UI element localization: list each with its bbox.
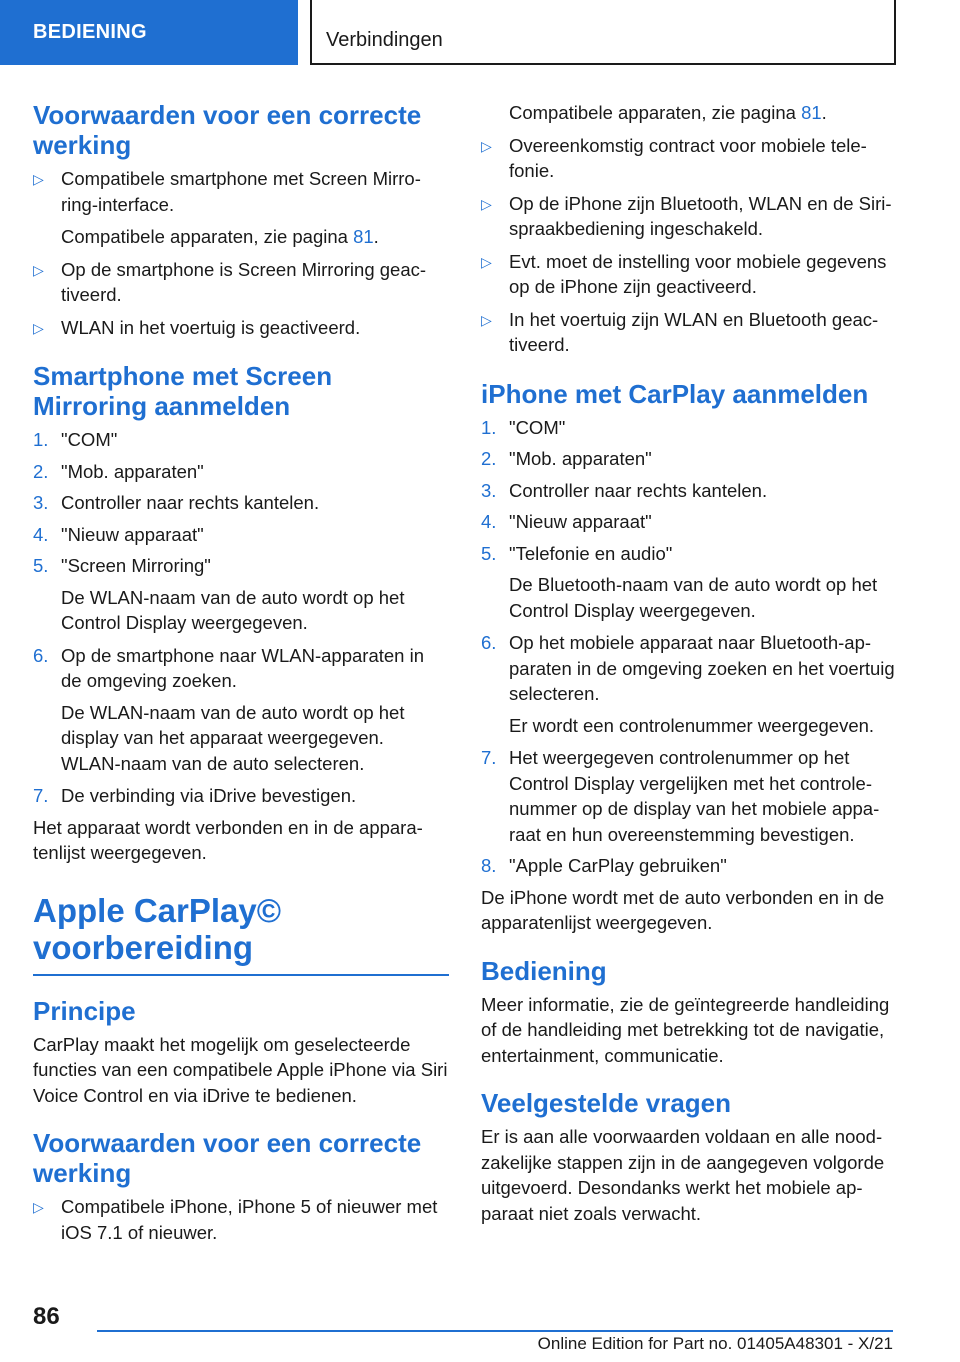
sub-text: Compatibele apparaten, zie pagina bbox=[509, 102, 802, 123]
step-item bbox=[481, 509, 897, 535]
item-text: Evt. moet de instelling voor mobiele gegevens op de iPhone zijn geactiveerd. bbox=[509, 250, 887, 297]
item-text: Op de smartphone is Screen Mirroring geactiveerd. bbox=[61, 258, 427, 305]
left-column bbox=[33, 100, 449, 1252]
section-title: Voorwaarden voor een correcte werking bbox=[33, 100, 422, 160]
step-item bbox=[33, 553, 449, 579]
step-text: Op het mobiele apparaat naar Bluetooth-apparaten in de omgeving zoeken en het voertuig selecteren. bbox=[509, 632, 895, 704]
header-section bbox=[0, 0, 298, 65]
right-column bbox=[481, 100, 897, 1232]
section-title: Voorwaarden voor een correcte werking bbox=[33, 1128, 422, 1188]
step-number: 4. bbox=[481, 511, 497, 532]
bullet-item bbox=[481, 249, 897, 300]
step-number: 5. bbox=[481, 542, 497, 564]
step-text: "COM" bbox=[61, 429, 118, 450]
triangle-bullet-icon: ▷ bbox=[481, 311, 492, 328]
item-text: Overeenkomstig contract voor mobiele telefonie. bbox=[509, 134, 867, 181]
section-title: Smartphone met Screen Mirroring aanmelden bbox=[33, 361, 333, 421]
step-number: 7. bbox=[481, 747, 497, 768]
step-text: Controller naar rechts kantelen. bbox=[61, 492, 320, 513]
step-item bbox=[33, 427, 449, 453]
step-number: 3. bbox=[33, 492, 49, 513]
bullet-item bbox=[33, 1194, 449, 1245]
page-link[interactable]: 81 bbox=[353, 226, 374, 247]
step-item bbox=[481, 745, 897, 847]
step-item bbox=[481, 478, 897, 504]
step-item bbox=[33, 490, 449, 516]
sub-paragraph: Er wordt een controlenummer weergegeven. bbox=[509, 714, 875, 736]
step-text: De verbinding via iDrive bevestigen. bbox=[61, 785, 357, 806]
sub-text-end: . bbox=[373, 226, 379, 247]
triangle-bullet-icon: ▷ bbox=[33, 261, 44, 278]
step-item bbox=[481, 853, 897, 879]
triangle-bullet-icon: ▷ bbox=[481, 195, 492, 212]
step-number: 3. bbox=[481, 479, 497, 501]
step-item bbox=[481, 630, 897, 707]
bullet-item bbox=[33, 166, 449, 217]
step-number: 6. bbox=[481, 632, 497, 653]
item-text: Compatibele smartphone met Screen Mirroring-interface. bbox=[61, 168, 421, 215]
chapter-title: Apple CarPlay© voorbereiding bbox=[33, 892, 449, 976]
footer-text: Online Edition for Part no. 01405A48301 - X/21 bbox=[97, 1330, 893, 1354]
step-text: "Nieuw apparaat" bbox=[61, 523, 204, 545]
step-text: "COM" bbox=[509, 416, 566, 438]
header-chapter bbox=[310, 0, 896, 65]
bullet-item bbox=[481, 191, 897, 242]
item-text: Compatibele iPhone, iPhone 5 of nieuwer met iOS 7.1 of nieuwer. bbox=[61, 1196, 438, 1243]
step-item bbox=[33, 643, 449, 694]
bullet-item bbox=[33, 257, 449, 308]
step-item bbox=[481, 446, 897, 472]
step-text: Het weergegeven controlenummer op het Control Display vergelijken met het controlenummer op de display van het mobiele apparaat en hun overeenstemming bevestigen. bbox=[509, 747, 880, 845]
step-item bbox=[481, 415, 897, 441]
triangle-bullet-icon: ▷ bbox=[33, 319, 44, 336]
sub-text: Compatibele apparaten, zie pagina bbox=[61, 226, 354, 247]
sub-paragraph bbox=[481, 100, 897, 126]
paragraph: Het apparaat wordt verbonden en in de apparatenlijst weergegeven. bbox=[33, 816, 423, 863]
step-text: "Telefonie en audio" bbox=[509, 542, 673, 564]
paragraph: De iPhone wordt met de auto verbonden en in de apparatenlijst weergegeven. bbox=[481, 886, 885, 933]
sub-paragraph: De WLAN-naam van de auto wordt op het display van het apparaat weergegeven. bbox=[61, 701, 405, 748]
triangle-bullet-icon: ▷ bbox=[33, 171, 44, 187]
step-item bbox=[481, 541, 897, 567]
triangle-bullet-icon: ▷ bbox=[481, 137, 492, 154]
item-text: WLAN in het voertuig is geactiveerd. bbox=[61, 316, 361, 338]
step-number: 8. bbox=[481, 855, 497, 876]
triangle-bullet-icon: ▷ bbox=[33, 1199, 44, 1215]
step-number: 1. bbox=[33, 429, 49, 450]
section-title: Principe bbox=[33, 995, 136, 1026]
item-text: In het voertuig zijn WLAN en Bluetooth geactiveerd. bbox=[509, 308, 879, 355]
section-title: Veelgestelde vragen bbox=[481, 1088, 732, 1118]
step-number: 6. bbox=[33, 644, 49, 666]
bullet-item bbox=[33, 315, 449, 341]
sub-text-end: . bbox=[821, 102, 827, 123]
step-text: "Apple CarPlay gebruiken" bbox=[509, 855, 727, 876]
step-number: 5. bbox=[33, 555, 49, 576]
page-link[interactable]: 81 bbox=[801, 102, 822, 123]
step-number: 7. bbox=[33, 785, 49, 806]
paragraph: Meer informatie, zie de geïntegreerde handleiding of de handleiding met betrekking tot de navigatie, entertainment, communicatie. bbox=[481, 993, 890, 1066]
step-number: 1. bbox=[481, 416, 497, 438]
step-number: 2. bbox=[33, 460, 49, 482]
step-text: "Nieuw apparaat" bbox=[509, 511, 652, 532]
step-number: 4. bbox=[33, 523, 49, 545]
bullet-item bbox=[481, 133, 897, 184]
page-number: 86 bbox=[33, 1303, 60, 1330]
step-item bbox=[33, 522, 449, 548]
step-text: "Mob. apparaten" bbox=[61, 460, 204, 482]
item-text: Op de iPhone zijn Bluetooth, WLAN en de Siri-spraakbediening ingeschakeld. bbox=[509, 192, 892, 239]
bullet-item bbox=[481, 307, 897, 358]
step-text: Op de smartphone naar WLAN-apparaten in de omgeving zoeken. bbox=[61, 644, 425, 691]
step-text: Controller naar rechts kantelen. bbox=[509, 479, 768, 501]
triangle-bullet-icon: ▷ bbox=[481, 253, 492, 270]
sub-paragraph: De WLAN-naam van de auto wordt op het Control Display weergegeven. bbox=[61, 586, 405, 633]
header-section-label: BEDIENING bbox=[33, 21, 147, 43]
section-title: iPhone met CarPlay aanmelden bbox=[481, 378, 869, 409]
step-item bbox=[33, 459, 449, 485]
step-item bbox=[33, 783, 449, 809]
step-text: "Mob. apparaten" bbox=[509, 448, 652, 469]
step-text: "Screen Mirroring" bbox=[61, 555, 211, 576]
sub-paragraph bbox=[33, 224, 449, 250]
header-chapter-label: Verbindingen bbox=[326, 29, 443, 51]
step-number: 2. bbox=[481, 448, 497, 469]
paragraph: CarPlay maakt het mogelijk om geselecteerde functies van een compatibele Apple iPhone via Siri Voice Control en via iDrive te bedienen. bbox=[33, 1033, 448, 1106]
section-title: Bediening bbox=[481, 955, 607, 986]
sub-paragraph: De Bluetooth-naam van de auto wordt op het Control Display weergegeven. bbox=[509, 574, 878, 621]
sub-paragraph: WLAN-naam van de auto selecteren. bbox=[61, 752, 365, 774]
paragraph: Er is aan alle voorwaarden voldaan en alle noodzakelijke stappen zijn in de aangegeven volgorde uitgevoerd. Desondanks werkt het mobiele apparaat niet zoals verwacht. bbox=[481, 1126, 885, 1224]
